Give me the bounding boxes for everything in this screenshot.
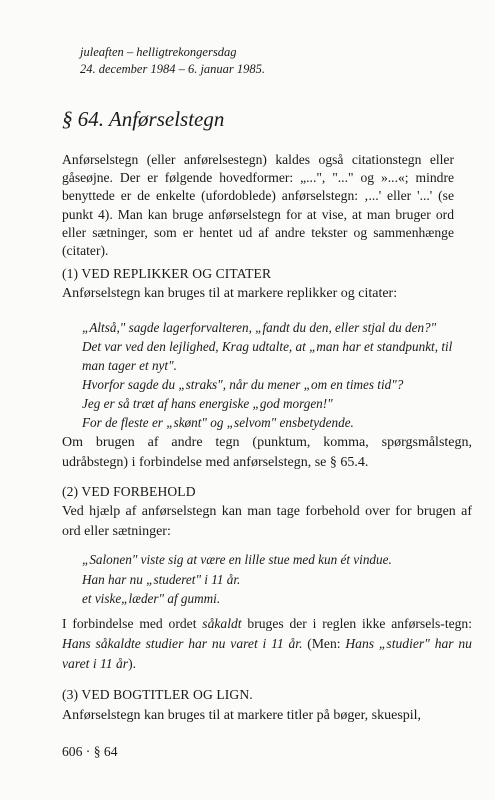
example-line: Det var ved den lejlighed, Krag udtalte, at „man har et standpunkt, til <box>82 339 453 354</box>
section-1-lead: Anførselstegn kan bruges til at markere replikker og citater: <box>62 286 398 301</box>
section-title: § 64. Anførselstegn <box>62 107 225 131</box>
intro-paragraph: Anførselstegn (eller anførelsestegn) kaldes også citationstegn eller gåseøjne. Der er følgende hovedformer: „...", "..." og »...«; mindre benyttede er de enkelte (ufordoblede) anførselstegn: ‚...' eller '...' (se punkt 4). Man kan bruge anførselstegn for at vise, at man bruger ord eller sætninger, som er hentet ud af andre tekster og sammenhænge (citater). <box>62 152 454 259</box>
example-line: man tager et nyt". <box>82 358 177 373</box>
section-3-lead: Anførselstegn kan bruges til at markere titler på bøger, skuespil, <box>62 708 422 723</box>
section-1-after: Om brugen af andre tegn (punktum, komma, spørgsmålstegn, udråbstegn) i forbindelse med anførselstegn, se § 65.4. <box>62 435 472 470</box>
section-3-heading: (3) VED BOGTITLER OG LIGN. <box>62 687 253 702</box>
example-line: Jeg er så træt af hans energiske „god morgen!" <box>82 396 333 411</box>
example-line: For de fleste er „skønt" og „selvom" ensbetydende. <box>82 415 354 430</box>
after-text: ). <box>128 656 137 671</box>
page-number: 606 · § 64 <box>62 744 118 759</box>
after-text: I forbindelse med ordet <box>62 616 203 631</box>
after-term: såkaldt <box>202 616 242 631</box>
header-line-2: 24. december 1984 – 6. januar 1985. <box>80 62 266 76</box>
section-2-heading: (2) VED FORBEHOLD <box>62 484 196 499</box>
example-line: et viske„læder" af gummi. <box>82 591 221 606</box>
example-line: Han har nu „studeret" i 11 år. <box>82 571 241 587</box>
example-line: Hvorfor sagde du „straks", når du mener „om en times tid"? <box>82 377 404 392</box>
section-1-heading: (1) VED REPLIKKER OG CITATER <box>62 266 272 281</box>
after-text: (Men: <box>302 636 346 651</box>
after-example: Hans såkaldte studier har nu varet i 11 år. <box>62 636 303 651</box>
section-2-after <box>62 614 472 674</box>
header-line-1: juleaften – helligtrekongersdag <box>80 45 237 59</box>
example-line: „Salonen" viste sig at være en lille stue med kun ét vindue. <box>82 552 392 567</box>
section-2-examples <box>82 550 478 609</box>
after-example: Hans „studier" har nu varet i 11 år <box>62 636 472 671</box>
section-2-lead: Ved hjælp af anførselstegn kan man tage forbehold over for brugen af ord eller sætninger: <box>62 504 472 539</box>
section-1-examples <box>82 318 478 432</box>
example-line: „Altså," sagde lagerforvalteren, „fandt du den, eller stjal du den?" <box>82 320 437 335</box>
after-text: bruges der i reglen ikke anførsels-tegn: <box>241 616 473 631</box>
running-header <box>80 44 265 78</box>
